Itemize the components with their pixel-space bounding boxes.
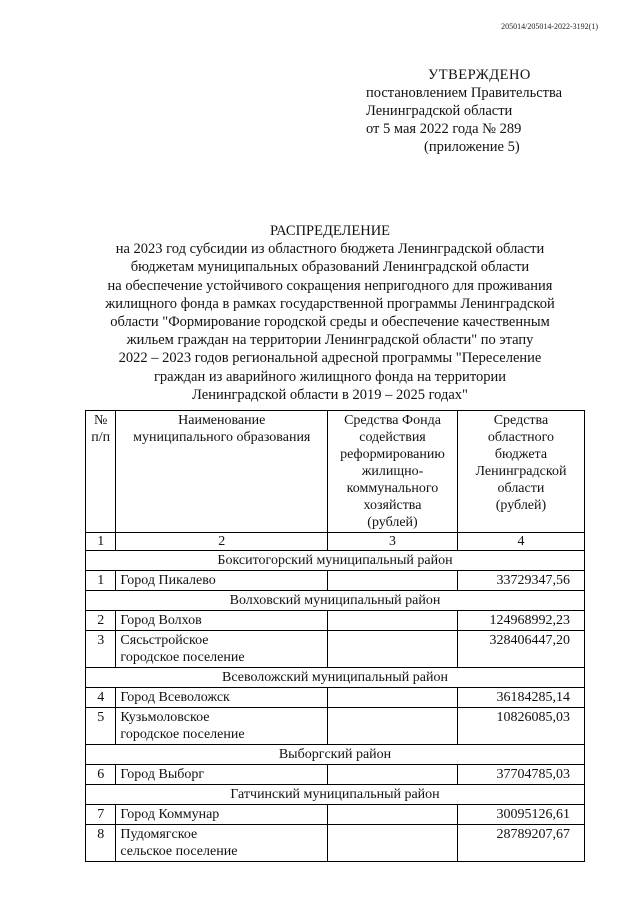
distribution-table — [85, 410, 585, 862]
budget-amount: 30095126,61 — [457, 805, 584, 825]
district-row — [86, 591, 585, 611]
table-header-row — [86, 411, 585, 533]
heading-line: 2022 – 2023 годов региональной адресной программы "Переселение — [118, 350, 542, 367]
document-code: 205014/205014-2022-3192(1) — [501, 22, 598, 31]
column-number: 4 — [457, 533, 584, 551]
district-row — [86, 668, 585, 688]
header-fund: Средства Фонда содействия реформированию жилищно- коммунального хозяйства (рублей) — [328, 411, 458, 533]
municipality-name: Сясьстройское городское поселение — [116, 631, 328, 668]
fund-amount — [328, 805, 458, 825]
budget-amount: 10826085,03 — [457, 708, 584, 745]
municipality-name: Город Пикалево — [116, 571, 328, 591]
municipality-name: Город Всеволожск — [116, 688, 328, 708]
budget-amount: 28789207,67 — [457, 825, 584, 862]
row-number: 1 — [86, 571, 116, 591]
district-name: Гатчинский муниципальный район — [86, 785, 585, 805]
budget-amount: 36184285,14 — [457, 688, 584, 708]
district-name: Волховский муниципальный район — [86, 591, 585, 611]
header-municipality: Наименование муниципального образования — [116, 411, 328, 533]
row-number: 2 — [86, 611, 116, 631]
district-name: Бокситогорский муниципальный район — [86, 551, 585, 571]
row-number: 7 — [86, 805, 116, 825]
heading-line: бюджетам муниципальных образований Ленинградской области — [130, 259, 530, 276]
approval-title: УТВЕРЖДЕНО — [428, 67, 531, 83]
heading-line: на обеспечение устойчивого сокращения непригодного для проживания — [107, 277, 553, 294]
table-row — [86, 765, 585, 785]
municipality-name: Город Коммунар — [116, 805, 328, 825]
table-row — [86, 631, 585, 668]
approval-line-2: Ленинградской области — [366, 103, 513, 119]
budget-amount: 124968992,23 — [457, 611, 584, 631]
approval-block — [366, 66, 606, 156]
column-number: 3 — [328, 533, 458, 551]
table-row — [86, 708, 585, 745]
header-number: № п/п — [86, 411, 116, 533]
table-row — [86, 825, 585, 862]
row-number: 8 — [86, 825, 116, 862]
municipality-name: Кузьмоловское городское поселение — [116, 708, 328, 745]
heading-line: граждан из аварийного жилищного фонда на территории — [153, 368, 506, 385]
fund-amount — [328, 825, 458, 862]
district-row — [86, 745, 585, 765]
district-row — [86, 785, 585, 805]
row-number: 5 — [86, 708, 116, 745]
fund-amount — [328, 571, 458, 591]
row-number: 3 — [86, 631, 116, 668]
document-heading — [80, 222, 580, 404]
fund-amount — [328, 688, 458, 708]
heading-line: жилищного фонда в рамках государственной программы Ленинградской — [105, 295, 555, 312]
approval-line-1: постановлением Правительства — [366, 85, 563, 101]
district-row — [86, 551, 585, 571]
header-budget: Средства областного бюджета Ленинградской области (рублей) — [457, 411, 584, 533]
table-body — [86, 551, 585, 862]
row-number: 4 — [86, 688, 116, 708]
approval-line-3: от 5 мая 2022 года № 289 — [366, 121, 522, 137]
heading-line: области "Формирование городской среды и обеспечение качественным — [110, 314, 550, 331]
budget-amount: 37704785,03 — [457, 765, 584, 785]
document-title: РАСПРЕДЕЛЕНИЕ — [269, 223, 391, 239]
fund-amount — [328, 765, 458, 785]
table-row — [86, 805, 585, 825]
municipality-name: Город Выборг — [116, 765, 328, 785]
heading-line: на 2023 год субсидии из областного бюджета Ленинградской области — [115, 241, 545, 258]
column-number: 2 — [116, 533, 328, 551]
heading-line: Ленинградской области в 2019 – 2025 годах" — [192, 386, 468, 403]
budget-amount: 33729347,56 — [457, 571, 584, 591]
municipality-name: Город Волхов — [116, 611, 328, 631]
heading-line: жильем граждан на территории Ленинградской области" по этапу — [126, 332, 534, 349]
fund-amount — [328, 708, 458, 745]
column-number-row — [86, 533, 585, 551]
approval-appendix: (приложение 5) — [424, 139, 520, 155]
budget-amount: 328406447,20 — [457, 631, 584, 668]
fund-amount — [328, 611, 458, 631]
table-row — [86, 688, 585, 708]
table-row — [86, 571, 585, 591]
column-number: 1 — [86, 533, 116, 551]
row-number: 6 — [86, 765, 116, 785]
table-row — [86, 611, 585, 631]
fund-amount — [328, 631, 458, 668]
municipality-name: Пудомягское сельское поселение — [116, 825, 328, 862]
district-name: Выборгский район — [86, 745, 585, 765]
district-name: Всеволожский муниципальный район — [86, 668, 585, 688]
